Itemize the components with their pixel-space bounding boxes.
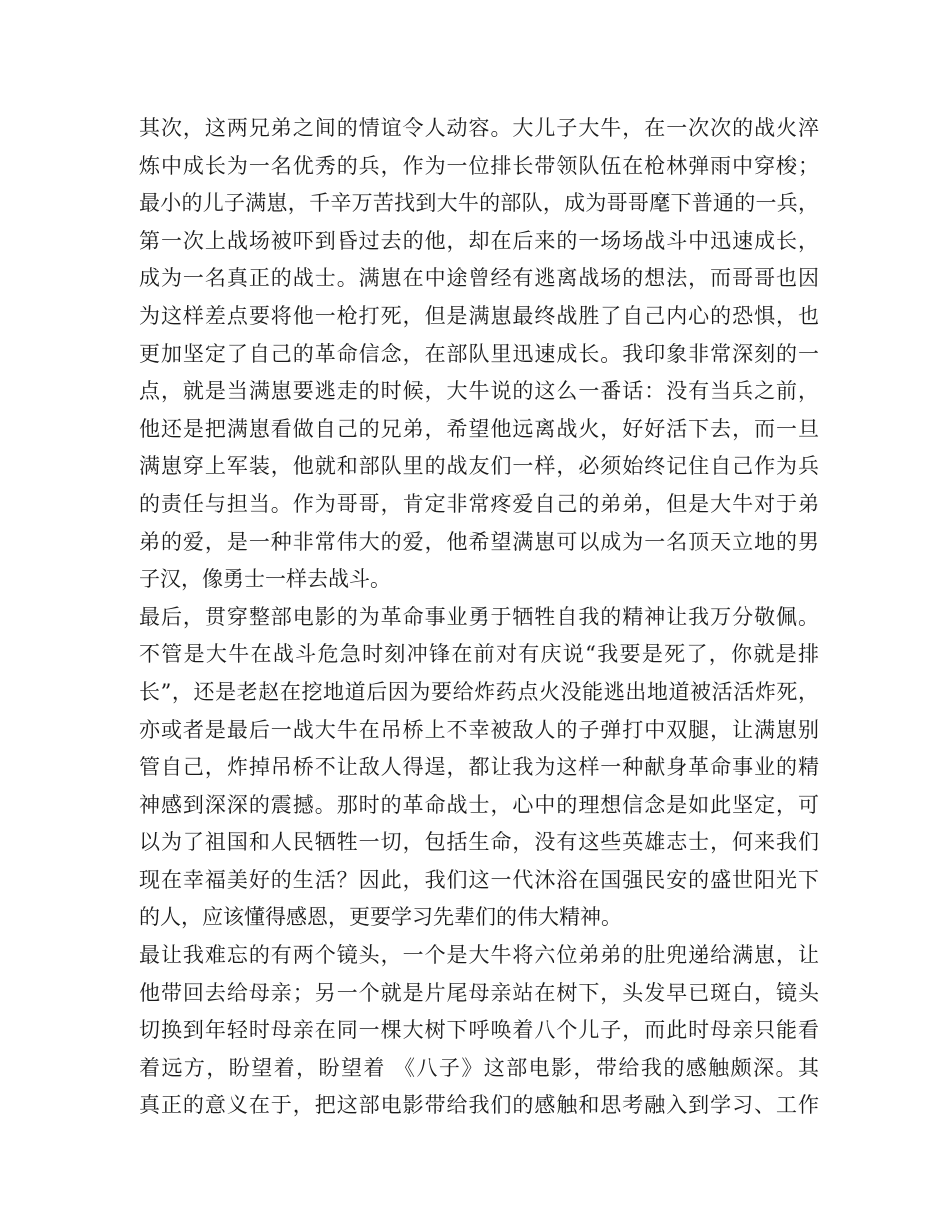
text-line: 神感到深深的震撼。那时的革命战士，心中的理想信念是如此坚定，可 xyxy=(139,792,819,817)
text-line: 长”，还是老赵在挖地道后因为要给炸药点火没能逃出地道被活活炸死， xyxy=(139,679,819,704)
text-line: 以为了祖国和人民牺牲一切，包括生命，没有这些英雄志士，何来我们 xyxy=(139,830,819,855)
text-line: 管自己，炸掉吊桥不让敌人得逞，都让我为这样一种献身革命事业的精 xyxy=(139,755,819,780)
text-line: 满崽穿上军装，他就和部队里的战友们一样，必须始终记住自己作为兵 xyxy=(139,454,819,479)
document-body xyxy=(139,110,819,1125)
text-line: 最后，贯穿整部电影的为革命事业勇于牺牲自我的精神让我万分敬佩。 xyxy=(139,604,819,629)
text-line: 最让我难忘的有两个镜头，一个是大牛将六位弟弟的肚兜递给满崽，让 xyxy=(139,943,819,968)
text-line: 的责任与担当。作为哥哥，肯定非常疼爱自己的弟弟，但是大牛对于弟 xyxy=(139,491,819,516)
text-line: 更加坚定了自己的革命信念，在部队里迅速成长。我印象非常深刻的一 xyxy=(139,341,819,366)
text-line: 点，就是当满崽要逃走的时候，大牛说的这么一番话：没有当兵之前， xyxy=(139,379,819,404)
text-line: 着远方，盼望着，盼望着 《八子》这部电影，带给我的感触颇深。其 xyxy=(139,1055,819,1080)
text-line: 亦或者是最后一战大牛在吊桥上不幸被敌人的子弹打中双腿，让满崽别 xyxy=(139,717,819,742)
text-line: 为这样差点要将他一枪打死，但是满崽最终战胜了自己内心的恐惧，也 xyxy=(139,303,819,328)
text-line: 子汉，像勇士一样去战斗。 xyxy=(139,567,391,592)
text-line: 现在幸福美好的生活？因此，我们这一代沐浴在国强民安的盛世阳光下 xyxy=(139,867,819,892)
text-line: 其次，这两兄弟之间的情谊令人动容。大儿子大牛，在一次次的战火淬 xyxy=(139,116,819,140)
text-line: 最小的儿子满崽，千辛万苦找到大牛的部队，成为哥哥麾下普通的一兵， xyxy=(139,191,819,216)
text-line: 成为一名真正的战士。满崽在中途曾经有逃离战场的想法，而哥哥也因 xyxy=(139,266,819,291)
text-line: 炼中成长为一名优秀的兵，作为一位排长带领队伍在枪林弹雨中穿梭； xyxy=(139,153,819,178)
text-line: 的人，应该懂得感恩，更要学习先辈们的伟大精神。 xyxy=(139,905,622,930)
text-line: 他带回去给母亲；另一个就是片尾母亲站在树下，头发早已斑白，镜头 xyxy=(139,980,819,1005)
text-line: 第一次上战场被吓到昏过去的他，却在后来的一场场战斗中迅速成长， xyxy=(139,228,819,253)
text-line: 真正的意义在于，把这部电影带给我们的感触和思考融入到学习、工作 xyxy=(139,1093,819,1118)
text-line: 他还是把满崽看做自己的兄弟，希望他远离战火，好好活下去，而一旦 xyxy=(139,416,819,441)
text-line: 不管是大牛在战斗危急时刻冲锋在前对有庆说“我要是死了，你就是排 xyxy=(139,642,819,667)
text-line: 弟的爱，是一种非常伟大的爱，他希望满崽可以成为一名顶天立地的男 xyxy=(139,529,819,554)
text-line: 切换到年轻时母亲在同一棵大树下呼唤着八个儿子，而此时母亲只能看 xyxy=(139,1018,819,1043)
